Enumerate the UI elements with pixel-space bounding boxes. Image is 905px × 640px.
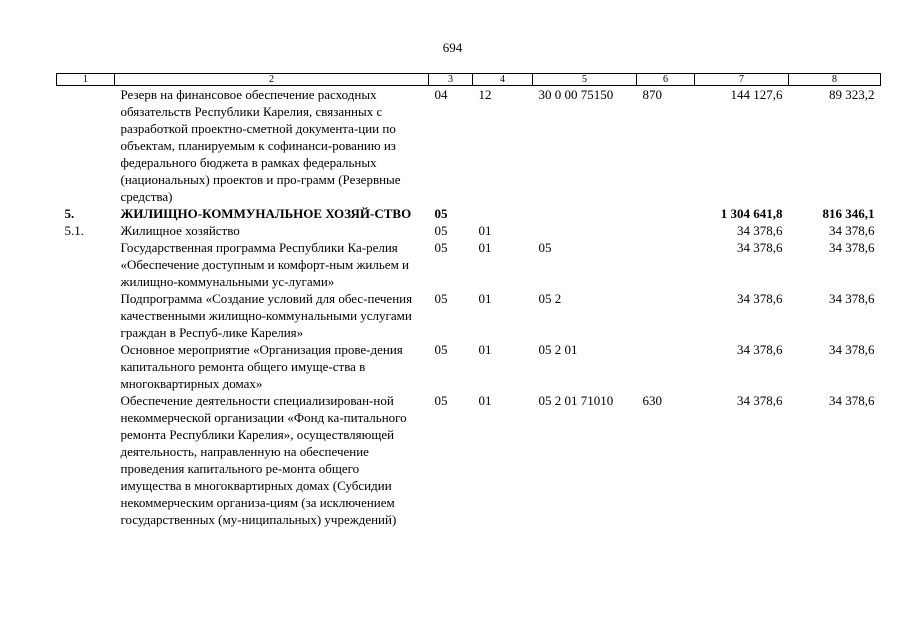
target-article-code: 05 <box>538 240 552 255</box>
target-article-code: 05 2 01 <box>538 342 578 357</box>
section-code: 05 <box>434 240 448 255</box>
column-number-header-row <box>57 74 881 86</box>
section-code: 05 <box>434 291 448 306</box>
amount-year-2: 89 323,2 <box>829 87 875 102</box>
table-row <box>57 222 881 239</box>
subsection-code: 01 <box>478 223 492 238</box>
row-number: 5. <box>64 206 75 221</box>
section-code: 05 <box>434 223 448 238</box>
amount-year-2: 816 346,1 <box>822 206 875 221</box>
target-article-code: 30 0 00 75150 <box>538 87 614 102</box>
table-row <box>57 86 881 206</box>
table-row <box>57 392 881 528</box>
row-number <box>57 86 115 206</box>
expense-type-code: 870 <box>642 87 662 102</box>
column-number-header: 6 <box>637 74 695 86</box>
column-number-header: 2 <box>115 74 429 86</box>
column-number-header: 8 <box>789 74 881 86</box>
table-row <box>57 205 881 222</box>
subsection-code: 01 <box>478 291 492 306</box>
row-name: Подпрограмма «Создание условий для обес-печения качественными жилищно-коммунальными услугами граждан в Респуб-лике Карелия» <box>120 291 413 340</box>
row-number <box>57 239 115 290</box>
target-article-code <box>533 222 637 239</box>
expense-type-code: 630 <box>642 393 662 408</box>
column-number-header: 3 <box>429 74 473 86</box>
row-number <box>57 341 115 392</box>
amount-year-1: 34 378,6 <box>737 223 783 238</box>
amount-year-1: 1 304 641,8 <box>720 206 783 221</box>
amount-year-2: 34 378,6 <box>829 240 875 255</box>
table-row <box>57 290 881 341</box>
column-number-header: 1 <box>57 74 115 86</box>
expense-type-code <box>637 341 695 392</box>
row-number <box>57 290 115 341</box>
page-number: 694 <box>442 40 463 55</box>
target-article-code: 05 2 01 71010 <box>538 393 614 408</box>
amount-year-2: 34 378,6 <box>829 223 875 238</box>
target-article-code: 05 2 <box>538 291 562 306</box>
row-name: Основное мероприятие «Организация прове-дения капитального ремонта общего имуще-ства в многоквартирных домах» <box>120 342 403 391</box>
amount-year-1: 34 378,6 <box>737 342 783 357</box>
expense-type-code <box>637 239 695 290</box>
row-name: Государственная программа Республики Ка-релия «Обеспечение доступным и комфорт-ным жильем и жилищно-коммунальными ус-лугами» <box>120 240 410 289</box>
subsection-code: 01 <box>478 240 492 255</box>
section-code: 05 <box>434 206 448 221</box>
subsection-code: 12 <box>478 87 492 102</box>
section-code: 05 <box>434 393 448 408</box>
expense-type-code <box>637 290 695 341</box>
amount-year-1: 34 378,6 <box>737 291 783 306</box>
amount-year-1: 34 378,6 <box>737 240 783 255</box>
section-code: 04 <box>434 87 448 102</box>
amount-year-2: 34 378,6 <box>829 342 875 357</box>
expense-type-code <box>637 205 695 222</box>
row-name: Резерв на финансовое обеспечение расходных обязательств Республики Карелия, связанных с разработкой проектно-сметной документа-ции по объектам, планируемым к софинанси-рованию из федерального бюджета в рамках федеральных (национальных) проектов и про-грамм (Резервные средства) <box>120 87 401 204</box>
row-number <box>57 392 115 528</box>
column-number-header: 5 <box>533 74 637 86</box>
amount-year-1: 34 378,6 <box>737 393 783 408</box>
row-name: Обеспечение деятельности специализирован-ной некоммерческой организации «Фонд ка-питального ремонта Республики Карелия», осуществляющей деятельность, направленную на обеспечение проведения капитального ре-монта общего имущества в многоквартирных домах (Субсидии некоммерческим организа-циям (за исключением государственных (му-ниципальных) учреждений) <box>120 393 407 527</box>
section-code: 05 <box>434 342 448 357</box>
table-row <box>57 341 881 392</box>
row-number: 5.1. <box>64 223 84 238</box>
amount-year-2: 34 378,6 <box>829 291 875 306</box>
target-article-code <box>533 205 637 222</box>
budget-table <box>56 73 881 528</box>
row-name: ЖИЛИЩНО-КОММУНАЛЬНОЕ ХОЗЯЙ-СТВО <box>120 206 412 221</box>
subsection-code <box>473 205 533 222</box>
table-row <box>57 239 881 290</box>
expense-type-code <box>637 222 695 239</box>
amount-year-2: 34 378,6 <box>829 393 875 408</box>
row-name: Жилищное хозяйство <box>120 223 240 238</box>
column-number-header: 4 <box>473 74 533 86</box>
subsection-code: 01 <box>478 393 492 408</box>
subsection-code: 01 <box>478 342 492 357</box>
column-number-header: 7 <box>695 74 789 86</box>
amount-year-1: 144 127,6 <box>730 87 783 102</box>
